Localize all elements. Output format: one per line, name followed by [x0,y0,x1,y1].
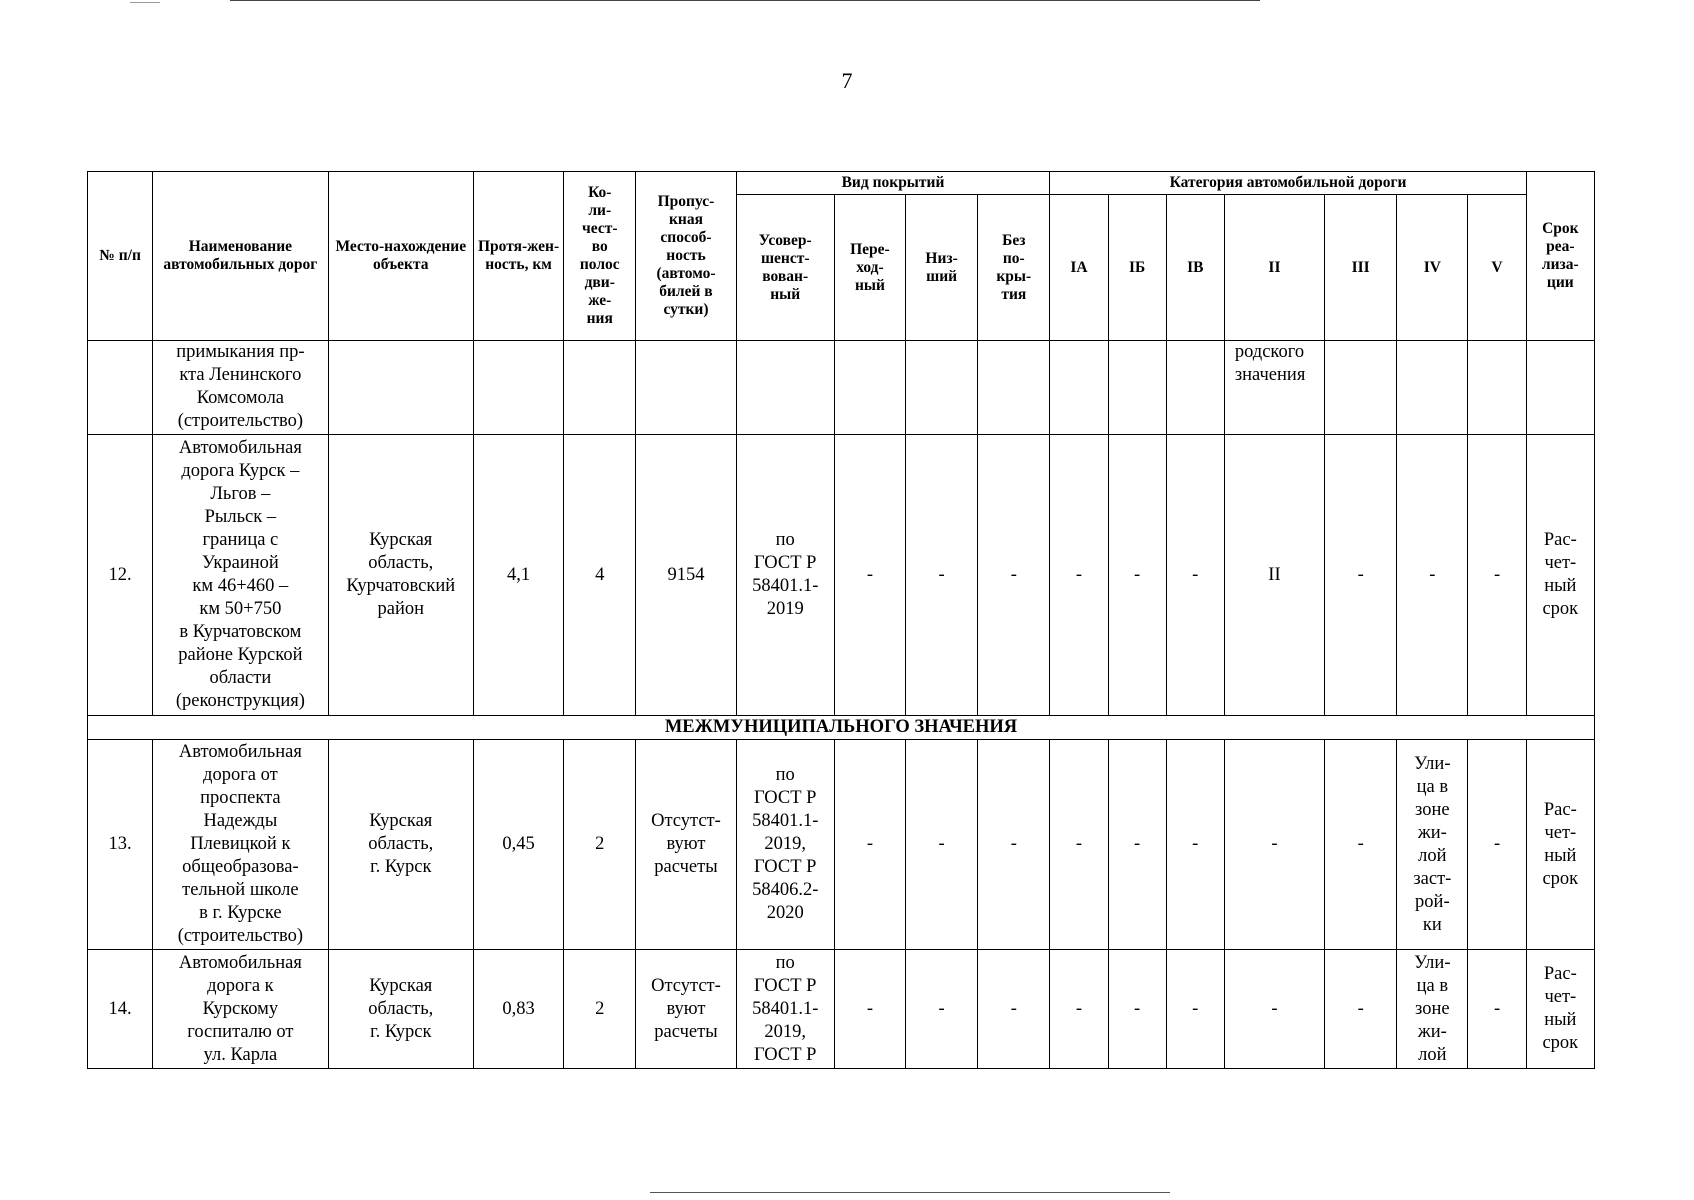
header-coverage-transitional [834,195,905,341]
cell-line: Автомобильная [178,438,302,458]
cell-length: 4,1 [473,435,563,716]
cell-line: 58406.2- [752,880,819,900]
cell-line: Украиной [201,553,279,573]
cell-line: по [775,952,795,973]
cell-line: лиза- [1541,256,1579,273]
cell-line: км 50+750 [199,599,282,619]
cell-transitional [834,341,905,435]
cell-line: шенст- [760,249,810,267]
cell-transitional: - [834,740,905,950]
cell-line: в г. Курске [199,903,282,923]
cell-line: кры- [996,267,1032,285]
cell-line: Рас- [1543,799,1577,820]
cell-cat-IA [1050,341,1108,435]
scan-artifact-top-left [130,2,160,3]
cell-line: область, [368,834,434,854]
cell-line: (реконструкция) [175,691,305,711]
cell-line: Рас- [1543,964,1577,984]
cell-line: лой [1418,845,1447,866]
cell-line: вуют [666,834,706,854]
cell-line: зоне [1415,799,1450,820]
header-category-IV: IV [1397,195,1468,341]
header-name: Наименование автомобильных дорог [153,172,328,341]
cell-line: ГОСТ Р [754,975,817,996]
cell-lower: - [906,740,978,950]
cell-term [1526,341,1594,435]
cell-num: 12. [88,435,153,716]
cell-line: область, [368,553,434,573]
cell-cat-IB-cyr [1108,341,1166,435]
cell-line: 58401.1- [752,811,819,831]
cell-line: Ко- [588,184,612,201]
cell-line: сутки) [663,301,709,318]
cell-line: дви- [584,274,615,291]
cell-line: вуют [666,998,706,1019]
cell-line: Льгов – [210,484,271,504]
cell-cat-IA: - [1050,740,1108,950]
cell-line: 2019, [764,834,807,854]
cell-line: значения [1234,365,1306,385]
cell-line: ный [1544,1010,1577,1030]
cell-line: ГОСТ Р [754,857,817,877]
cell-cat-IV [1397,950,1468,1069]
cell-line: ул. Карла [203,1044,278,1065]
section-title: МЕЖМУНИЦИПАЛЬНОГО ЗНАЧЕНИЯ [88,716,1595,740]
cell-location [328,950,473,1069]
cell-line: Курская [369,975,433,996]
cell-cat-III: - [1325,950,1397,1069]
table-row-12 [88,435,1595,716]
cell-line: жи- [1417,822,1447,843]
cell-line: ный [770,285,801,303]
cell-line: Ули- [1414,753,1451,774]
cell-line: области [209,668,272,688]
cell-line: кная [668,211,703,228]
cell-line: способ- [660,229,712,246]
cell-line: ный [854,276,885,294]
cell-lower: - [906,950,978,1069]
cell-line: проспекта [200,788,281,808]
cell-cat-IB-cyr: - [1108,435,1166,716]
cell-line: реа- [1546,238,1575,255]
cell-cat-IB [1166,341,1224,435]
cell-cat-IB: - [1166,435,1224,716]
cell-line: Рас- [1543,530,1577,550]
cell-name [153,435,328,716]
header-category-IB: IB [1166,195,1224,341]
cell-improved [736,435,834,716]
cell-line: км 46+460 – [192,576,289,596]
cell-line: по [775,765,795,785]
header-length: Протя-жен-ность, км [473,172,563,341]
cell-line: расчеты [654,857,718,877]
cell-line: чет- [1544,987,1577,1007]
cell-line: 58401.1- [752,998,819,1019]
cell-line: (строительство) [177,926,304,946]
cell-line: район [377,599,425,619]
cell-line: Низ- [925,249,958,267]
header-coverage-none [978,195,1050,341]
cell-lanes [564,341,636,435]
cell-line: Пропус- [657,193,715,210]
cell-line: Надежды [203,811,278,831]
cell-line: Отсутст- [651,975,721,996]
cell-line: чест- [582,220,618,237]
cell-transitional: - [834,950,905,1069]
cell-cat-V [1468,341,1526,435]
cell-cat-III [1325,341,1397,435]
cell-line: лой [1418,1044,1447,1065]
cell-line: ли- [588,202,612,219]
cell-line: 2019 [766,599,804,619]
cell-line: жи- [1417,1021,1447,1042]
cell-line: ход- [856,258,884,276]
cell-improved [736,740,834,950]
cell-line: Пере- [850,240,890,258]
header-num: № п/п [88,172,153,341]
cell-line: тельной школе [182,880,299,900]
header-term [1526,172,1594,341]
cell-line: Без [1002,231,1026,249]
cell-none [978,341,1050,435]
cell-cat-II: II [1224,435,1324,716]
cell-cat-IA: - [1050,950,1108,1069]
cell-cat-II [1224,341,1324,435]
cell-line: районе Курской [178,645,303,665]
cell-line: по [775,530,795,550]
cell-location [328,435,473,716]
cell-line: область, [368,998,434,1019]
cell-line: заст- [1413,868,1452,889]
cell-line: граница с [202,530,279,550]
header-category-III: III [1325,195,1397,341]
cell-line: ГОСТ Р [754,788,817,808]
cell-line: ный [1544,845,1577,866]
cell-line: (автомо- [656,265,716,282]
cell-line: ший [926,267,958,285]
cell-lanes: 2 [564,740,636,950]
cell-line: ГОСТ Р [754,1044,817,1065]
table-row-13 [88,740,1595,950]
cell-line: Комсомола [196,388,285,408]
roads-table [87,171,1595,1069]
cell-lower [906,341,978,435]
cell-line: Курская [369,530,433,550]
cell-line: 2019, [764,1021,807,1042]
cell-length: 0,83 [473,950,563,1069]
cell-cat-IV [1397,740,1468,950]
cell-term [1526,435,1594,716]
header-category-II: II [1224,195,1324,341]
cell-cat-IV [1397,341,1468,435]
header-category-IA: IA [1050,195,1108,341]
cell-line: родского [1234,342,1305,362]
cell-line: во [591,238,608,255]
cell-line: (строительство) [177,411,304,431]
cell-cat-IB: - [1166,950,1224,1069]
cell-line: дорога Курск – [181,461,300,481]
scan-artifact-top [230,0,1260,1]
cell-line: чет- [1544,553,1577,573]
cell-line: ции [1546,274,1574,291]
cell-term [1526,740,1594,950]
cell-line: Усовер- [758,231,812,249]
cell-line: дорога от [203,765,278,785]
cell-line: Курчатовский [346,576,456,596]
cell-cat-V: - [1468,950,1526,1069]
cell-line: Плевицкой к [190,834,291,854]
cell-num: 13. [88,740,153,950]
cell-line: срок [1542,1033,1579,1053]
cell-cat-III: - [1325,740,1397,950]
table-row-continuation [88,341,1595,435]
header-coverage-group: Вид покрытий [736,172,1050,195]
cell-line: Рыльск – [204,507,277,527]
cell-line: ГОСТ Р [754,553,817,573]
cell-line: зоне [1415,998,1450,1019]
header-category-group: Категория автомобильной дороги [1050,172,1526,195]
cell-line: ния [586,310,613,327]
cell-line: г. Курск [370,857,432,877]
cell-none: - [978,740,1050,950]
header-coverage-improved [736,195,834,341]
table-row-14 [88,950,1595,1069]
cell-cat-IB-cyr: - [1108,740,1166,950]
cell-name [153,341,328,435]
header-category-V: V [1468,195,1526,341]
cell-improved [736,950,834,1069]
cell-cat-IV: - [1397,435,1468,716]
cell-transitional: - [834,435,905,716]
cell-capacity [636,740,736,950]
cell-line: Ули- [1414,952,1451,973]
cell-line: Курская [369,811,433,831]
cell-capacity [636,341,736,435]
cell-lanes: 2 [564,950,636,1069]
cell-line: ца в [1416,975,1449,996]
cell-line: срок [1542,868,1579,889]
cell-line: г. Курск [370,1021,432,1042]
cell-lanes: 4 [564,435,636,716]
cell-improved [736,341,834,435]
cell-term [1526,950,1594,1069]
cell-line: же- [588,292,612,309]
cell-none: - [978,950,1050,1069]
cell-line: в Курчатовском [179,622,302,642]
cell-line: чет- [1544,822,1577,843]
scan-artifact-bottom [650,1192,1170,1193]
cell-cat-IB: - [1166,740,1224,950]
cell-line: билей в [659,283,713,300]
cell-line: 58401.1- [752,576,819,596]
cell-line: госпиталю от [187,1021,294,1042]
cell-line: ца в [1416,776,1449,797]
cell-line: Отсутст- [651,811,721,831]
cell-line: ки [1422,914,1442,935]
cell-length: 0,45 [473,740,563,950]
cell-line: примыкания пр- [176,342,305,362]
cell-capacity [636,950,736,1069]
cell-cat-IA: - [1050,435,1108,716]
section-row [88,716,1595,740]
cell-name [153,950,328,1069]
cell-location [328,341,473,435]
cell-line: по- [1002,249,1025,267]
cell-cat-V: - [1468,740,1526,950]
cell-line: расчеты [654,1021,718,1042]
cell-cat-IB-cyr: - [1108,950,1166,1069]
cell-cat-III: - [1325,435,1397,716]
cell-num: 14. [88,950,153,1069]
cell-line: 2020 [766,903,804,923]
cell-line: Автомобильная [178,742,302,762]
cell-none: - [978,435,1050,716]
cell-line: рой- [1415,891,1450,912]
cell-line: дорога к [207,975,274,996]
cell-lower: - [906,435,978,716]
cell-line: ность [666,247,706,264]
cell-line: срок [1542,599,1579,619]
cell-cat-V: - [1468,435,1526,716]
cell-line: полос [579,256,620,273]
cell-line: Курскому [202,998,279,1019]
header-category-IB-cyr: IБ [1108,195,1166,341]
cell-length [473,341,563,435]
cell-cat-II: - [1224,740,1324,950]
header-row-1 [88,172,1595,195]
cell-location [328,740,473,950]
cell-line: Автомобильная [178,952,302,973]
cell-line: тия [1001,285,1027,303]
cell-line: вован- [762,267,809,285]
header-lanes [564,172,636,341]
header-coverage-lower [906,195,978,341]
cell-line: кта Ленинского [179,365,302,385]
header-location: Место-нахождение объекта [328,172,473,341]
cell-line: ный [1544,576,1577,596]
page-number: 7 [841,68,853,93]
cell-line: Срок [1542,220,1579,237]
header-capacity [636,172,736,341]
cell-cat-II: - [1224,950,1324,1069]
cell-num [88,341,153,435]
cell-capacity: 9154 [636,435,736,716]
cell-line: общеобразова- [182,857,299,877]
cell-name [153,740,328,950]
